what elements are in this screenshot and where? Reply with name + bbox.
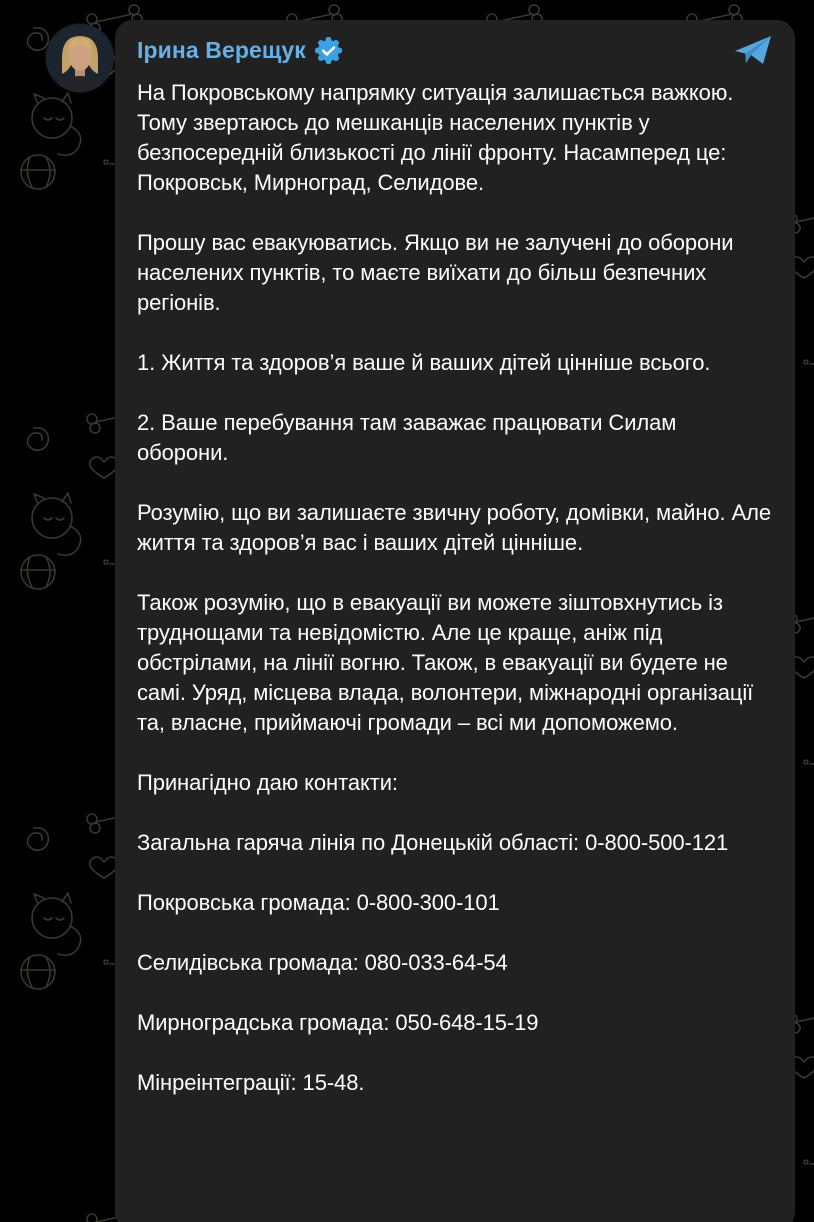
message-header bbox=[137, 35, 773, 65]
avatar[interactable] bbox=[46, 24, 114, 92]
message-paragraph: Селидівська громада: 080-033-64-54 bbox=[137, 950, 508, 975]
sender-name[interactable]: Ірина Верещук bbox=[137, 36, 306, 63]
message-bubble bbox=[115, 20, 795, 1222]
message-text bbox=[137, 78, 773, 1098]
message-paragraph: Покровська громада: 0-800-300-101 bbox=[137, 890, 500, 915]
message-paragraph: 2. Ваше перебування там заважає працювати Силам оборони. bbox=[137, 410, 677, 465]
message-paragraph: 1. Життя та здоров’я ваше й ваших дітей цінніше всього. bbox=[137, 350, 711, 375]
verified-badge-icon bbox=[315, 37, 342, 64]
message-paragraph: Прошу вас евакуюватись. Якщо ви не залучені до оборони населених пунктів, то маєте виїхати до більш безпечних регіонів. bbox=[137, 230, 734, 315]
message-paragraph: Загальна гаряча лінія по Донецькій області: 0-800-500-121 bbox=[137, 830, 729, 855]
message-paragraph: Мінреінтеграції: 15-48. bbox=[137, 1070, 365, 1095]
message-paragraph: Мирноградська громада: 050-648-15-19 bbox=[137, 1010, 539, 1035]
profile-photo-icon bbox=[46, 24, 114, 92]
telegram-plane-icon[interactable] bbox=[733, 34, 773, 66]
message-paragraph: Розумію, що ви залишаєте звичну роботу, домівки, майно. Але життя та здоров’я вас і ваших дітей цінніше. bbox=[137, 500, 772, 555]
message-paragraph: Також розумію, що в евакуації ви можете зіштовхнутись із труднощами та невідомістю. Але це краще, аніж під обстрілами, на лінії вогню. Також, в евакуації ви будете не самі. Уряд, місцева влада, волонтери, міжнародні організації та, власне, приймаючі громади – всі ми допоможемо. bbox=[137, 590, 754, 735]
message-paragraph: Принагідно даю контакти: bbox=[137, 770, 398, 795]
message-paragraph: На Покровському напрямку ситуація залишається важкою. Тому звертаюсь до мешканців населених пунктів у безпосередній близькості до лінії фронту. Насамперед це: Покровськ, Мирноград, Селидове. bbox=[137, 80, 734, 195]
